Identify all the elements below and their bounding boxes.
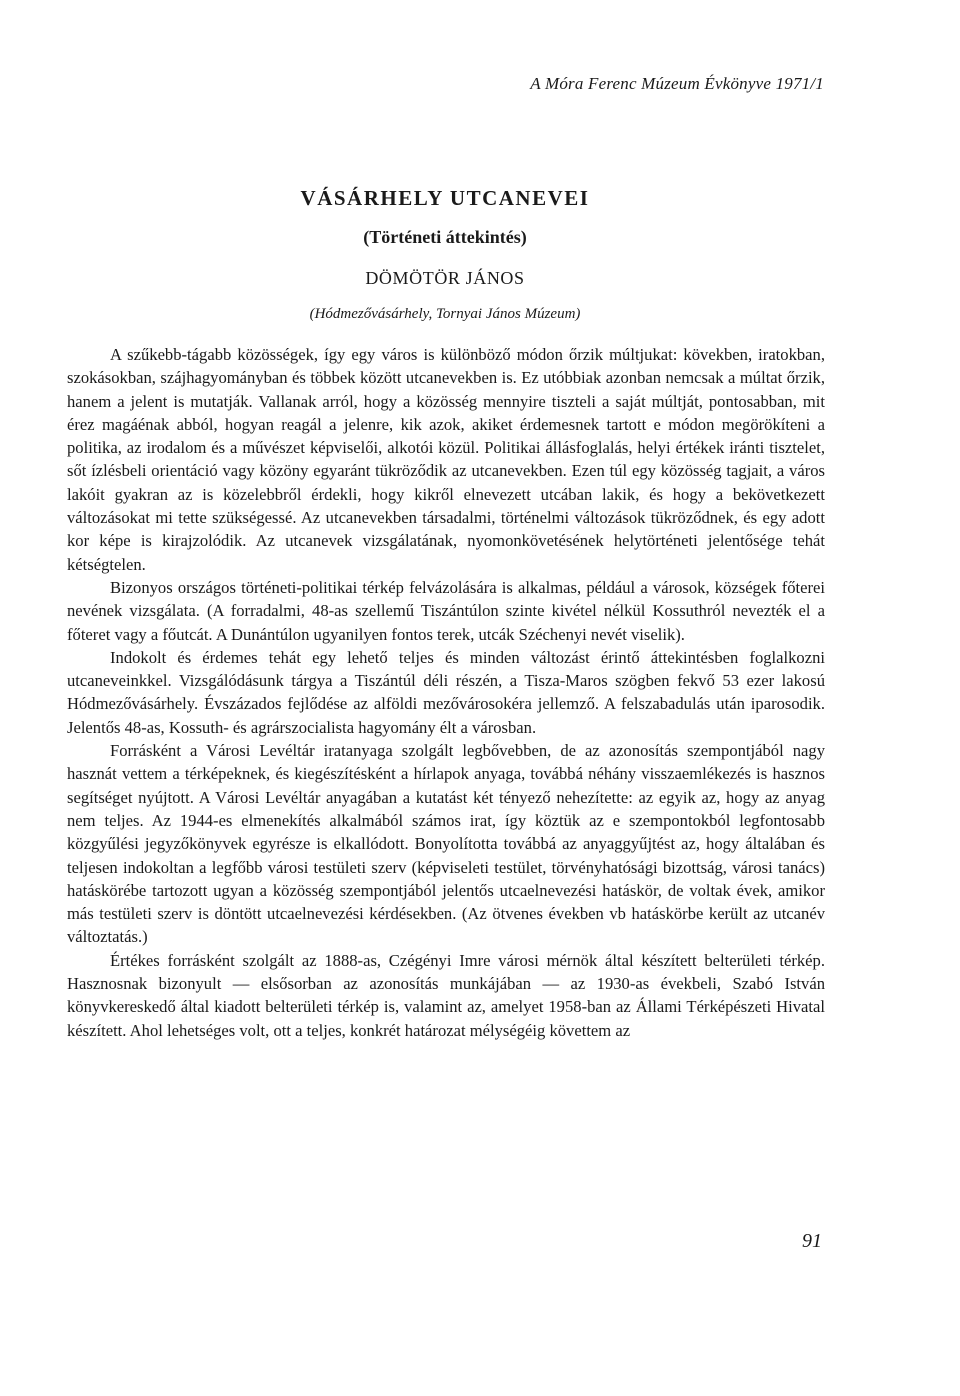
article-body xyxy=(67,343,825,1042)
article-subtitle: (Történeti áttekintés) xyxy=(363,227,527,247)
paragraph-intro: A szűkebb-tágabb közösségek, így egy város is különböző módon őrzik múltjukat: kövekben, iratokban, szokásokban, szájhagyományban és többek között utcanevekben is. Ez utóbbiak azonban nemcsak a múltat őrzik, hanem a jelent is mutatják. Vallanak arról, hogy a közösség mennyire tiszteli a saját múltját, pontosabban, mit érez magáénak abból, hogyan reagál a jelenre, kik azok, akiket érdemesnek tartott e módon megörökíteni a politika, az irodalom és a művészet képviselői, alkotói közül. Politikai állásfoglalás, helyi értékek iránti tisztelet, sőt ízlésbeli orientáció vagy közöny egyaránt tükröződik az utcanevekben. Ezen túl egy közösség tagjait, a város lakóit gyakran az is közelebbről érdekli, hogy kikről elnevezett utcában lakik, és hogy a bekövetkezett változásokat mi tette szükségessé. Az utcanevekben társadalmi, történelmi változások tükröződnek, és egy adott kor képe is kirajzolódik. Az utcanevek vizsgálatának, nyomonkövetésének helytörténeti jelentősége tehát kétségtelen. xyxy=(67,345,825,574)
author-affiliation: (Hódmezővásárhely, Tornyai János Múzeum) xyxy=(309,306,581,322)
paragraph-main-squares: Bizonyos országos történeti-politikai térkép felvázolására is alkalmas, például a városok, községek főterei nevének vizsgálata. (A forradalmi, 48-as szellemű Tiszántúlon szinte kivétel nélkül Kossuthról nevezték el a főteret vagy a főutcát. A Dunántúlon ugyanilyen fontos terek, utcák Széchenyi nevét viselik). xyxy=(67,577,825,644)
article-title: VÁSÁRHELY UTCANEVEI xyxy=(300,186,590,210)
author-name: DÖMÖTÖR JÁNOS xyxy=(365,268,525,288)
paragraph-maps: Értékes forrásként szolgált az 1888-as, Czégényi Imre városi mérnök által készített belterületi térkép. Hasznosnak bizonyult — elsősorban az azonosítás munkájában — az 1930-as évekbeli, Szabó István könyvkereskedő által kiadott belterületi térkép is, valamint az, amelyet 1958-ban az Állami Térképészeti Hivatal készített. Ahol lehetséges volt, ott a teljes, konkrét határozat mélységéig követtem az xyxy=(67,950,825,1040)
paragraph-subject: Indokolt és érdemes tehát egy lehető teljes és minden változást érintő áttekintésben foglalkozni utcaneveinkkel. Vizsgálódásunk tárgya a Tiszántúl déli részén, a Tisza-Maros szögben fekvő 53 ezer lakosú Hódmezővásárhely. Évszázados fejlődése az alföldi mezővárosokéra jellemző. A felszabadulás után iparosodik. Jelentős 48-as, Kossuth- és agrárszocialista hagyomány élt a városban. xyxy=(67,647,825,737)
paragraph-sources: Forrásként a Városi Levéltár iratanyaga szolgált legbővebben, de az azonosítás szempontjából nagy hasznát vettem a térképeknek, és kiegészítésként a hírlapok anyaga, továbbá néhány visszaemlékezés is hasznos segítséget nyújtott. A Városi Levéltár anyagában a kutatást két tényező nehezítette: az egyik az, hogy az anyag nem teljes. Az 1944-es elmenekítés alkalmából számos irat, így köztük az e szempontokból legfontosabb közgyűlési jegyzőkönyvek egyrésze is elkallódott. Bonyolította továbbá az anyaggyűjtést az, hogy általában és teljesen indokoltan a legfőbb városi testületi szerv (képviseleti testület, törvényhatósági bizottság, városi tanács) hatáskörébe tartozott ugyan a közösség szempontjából jelentős utcaelnevezési hatáskör, de voltak évek, amikor más testületi szerv is döntött utcaelnevezési kérdésekben. (Az ötvenes években vb hatáskörbe került az utcanév változtatás.) xyxy=(67,741,825,947)
page-number: 91 xyxy=(802,1230,822,1252)
running-head: A Móra Ferenc Múzeum Évkönyve 1971/1 xyxy=(530,74,824,93)
